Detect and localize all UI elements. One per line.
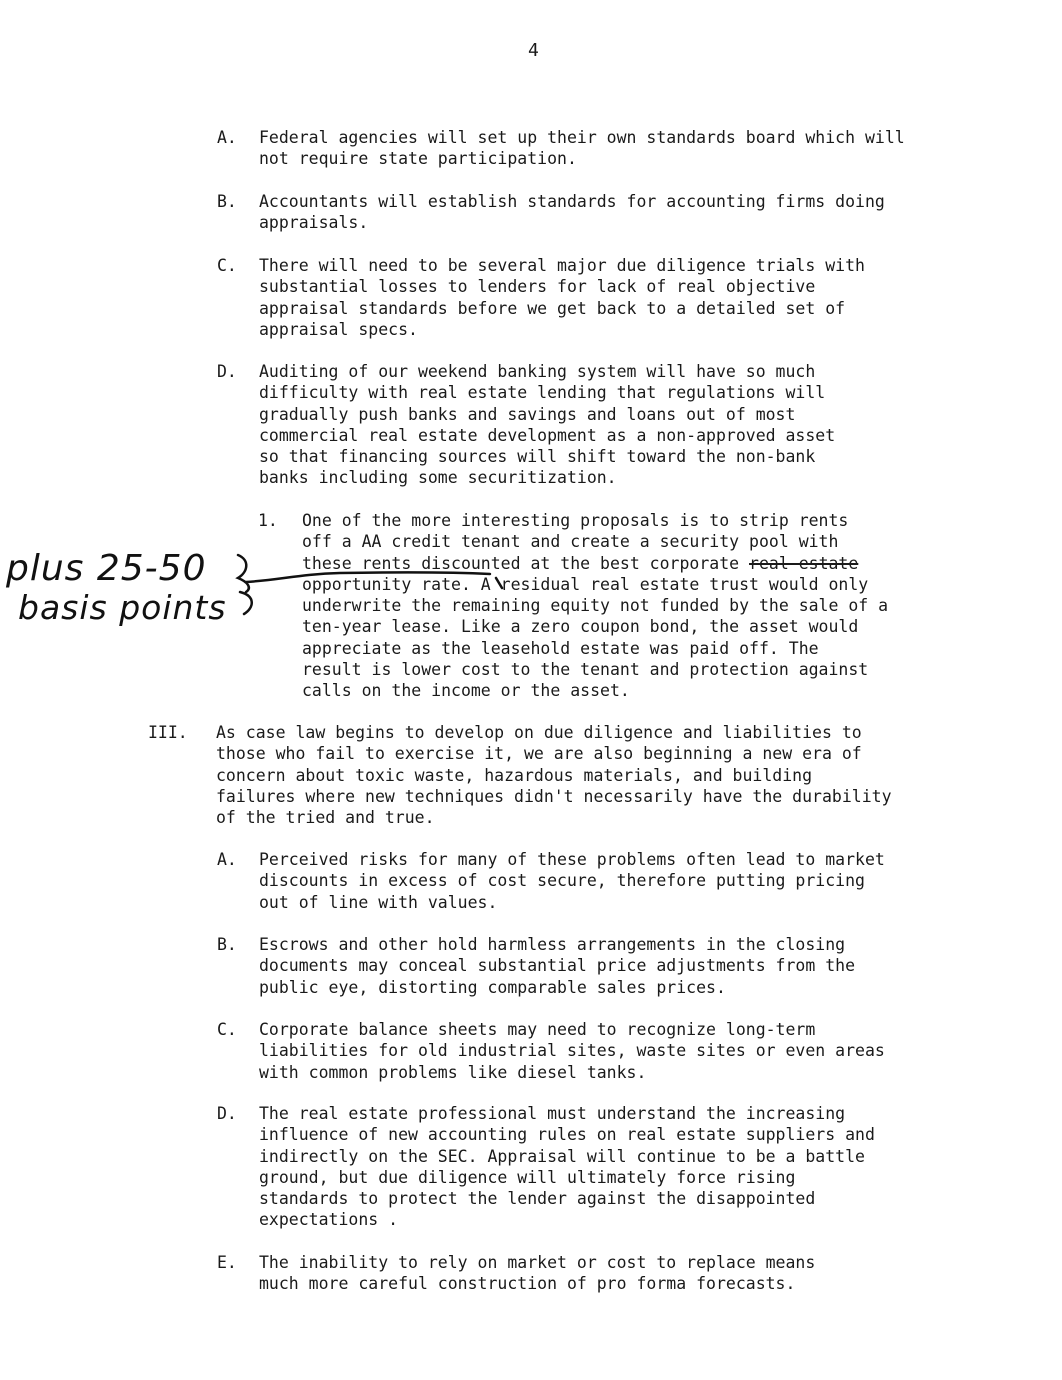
connector-line bbox=[246, 572, 490, 582]
text-line: Auditing of our weekend banking system will have so much bbox=[259, 362, 816, 381]
text-line: Perceived risks for many of these problems often lead to market bbox=[259, 850, 885, 869]
item-marker: B. bbox=[217, 192, 237, 211]
brace-mark bbox=[240, 592, 252, 614]
text-line: banks including some securitization. bbox=[259, 468, 617, 488]
text-line: public eye, distorting comparable sales prices. bbox=[259, 977, 726, 997]
text-line: concern about toxic waste, hazardous materials, and building bbox=[216, 765, 813, 785]
item-marker: III. bbox=[148, 723, 188, 742]
text-line: those who fail to exercise it, we are also beginning a new era of bbox=[216, 744, 862, 764]
text-line: commercial real estate development as a non-approved asset bbox=[259, 425, 836, 445]
text-line: indirectly on the SEC. Appraisal will continue to be a battle bbox=[259, 1146, 865, 1166]
text-line: with common problems like diesel tanks. bbox=[259, 1062, 647, 1082]
text-line: appraisals. bbox=[259, 213, 369, 233]
text-line: appraisal specs. bbox=[259, 319, 418, 339]
text-line: ground, but due diligence will ultimately force rising bbox=[259, 1167, 796, 1187]
text-line: result is lower cost to the tenant and protection against bbox=[302, 660, 869, 680]
item-marker: A. bbox=[217, 128, 237, 147]
text-line: Federal agencies will set up their own standards board which will bbox=[259, 128, 905, 147]
text-line: much more careful construction of pro forma forecasts. bbox=[259, 1274, 796, 1294]
handwritten-note-line: basis points bbox=[18, 588, 227, 627]
caret-mark bbox=[496, 578, 502, 588]
text-line: calls on the income or the asset. bbox=[302, 681, 630, 701]
text-line: underwrite the remaining equity not funded by the sale of a bbox=[302, 596, 889, 616]
item-marker: A. bbox=[217, 850, 237, 869]
text-line: One of the more interesting proposals is to strip rents bbox=[302, 511, 849, 530]
text-line: opportunity rate. A residual real estate trust would only bbox=[302, 574, 869, 594]
item-marker: E. bbox=[217, 1253, 237, 1272]
text-line: difficulty with real estate lending that regulations will bbox=[259, 383, 826, 403]
text-line: expectations . bbox=[259, 1210, 399, 1230]
text-line: As case law begins to develop on due diligence and liabilities to bbox=[216, 723, 862, 742]
text-span: these rents discounted at the best corporate bbox=[302, 553, 750, 573]
text-line: There will need to be several major due diligence trials with bbox=[259, 256, 865, 275]
item-marker: 1. bbox=[258, 511, 278, 530]
text-line: standards to protect the lender against the disappointed bbox=[259, 1189, 816, 1209]
item-marker: B. bbox=[217, 935, 237, 954]
text-line: influence of new accounting rules on real estate suppliers and bbox=[259, 1125, 875, 1145]
text-line: The inability to rely on market or cost to replace means bbox=[259, 1253, 816, 1272]
text-line: gradually push banks and savings and loans out of most bbox=[259, 404, 796, 424]
text-line: out of line with values. bbox=[259, 892, 498, 912]
text-line: of the tried and true. bbox=[216, 808, 435, 828]
text-line: so that financing sources will shift toward the non-bank bbox=[259, 447, 816, 467]
item-marker: C. bbox=[217, 256, 237, 275]
item-marker: C. bbox=[217, 1020, 237, 1039]
handwritten-note-line: plus 25-50 bbox=[6, 548, 207, 589]
page-number: 4 bbox=[528, 40, 539, 61]
text-line: Corporate balance sheets may need to recognize long-term bbox=[259, 1020, 816, 1039]
text-line: Escrows and other hold harmless arrangements in the closing bbox=[259, 935, 846, 954]
text-line: discounts in excess of cost secure, therefore putting pricing bbox=[259, 871, 865, 891]
text-line: appraisal standards before we get back to a detailed set of bbox=[259, 298, 846, 318]
text-line: liabilities for old industrial sites, waste sites or even areas bbox=[259, 1041, 885, 1061]
text-line: The real estate professional must understand the increasing bbox=[259, 1104, 846, 1123]
text-line: failures where new techniques didn't necessarily have the durability bbox=[216, 786, 892, 806]
text-line: ten-year lease. Like a zero coupon bond, the asset would bbox=[302, 617, 859, 637]
text-line: documents may conceal substantial price adjustments from the bbox=[259, 956, 856, 976]
brace-mark bbox=[238, 555, 249, 592]
text-line: off a AA credit tenant and create a security pool with bbox=[302, 532, 839, 552]
text-line: substantial losses to lenders for lack of real objective bbox=[259, 277, 816, 297]
text-line: not require state participation. bbox=[259, 149, 577, 169]
struck-text: real estate bbox=[749, 553, 859, 573]
text-line: appreciate as the leasehold estate was paid off. The bbox=[302, 638, 819, 658]
text-line: Accountants will establish standards for accounting firms doing bbox=[259, 192, 885, 211]
item-marker: D. bbox=[217, 1104, 237, 1123]
item-marker: D. bbox=[217, 362, 237, 381]
